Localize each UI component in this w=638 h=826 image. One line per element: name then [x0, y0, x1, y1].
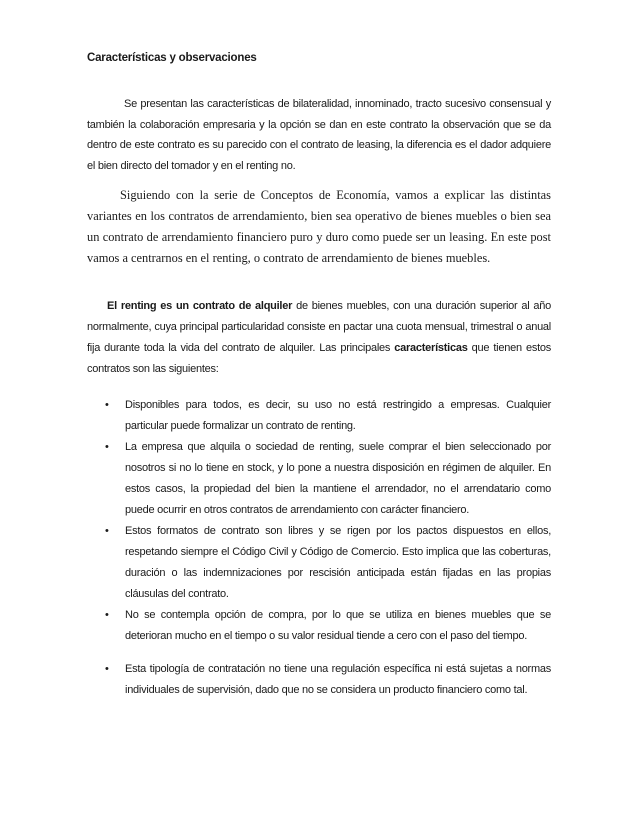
bullet-icon: • — [105, 441, 109, 453]
bullet-icon: • — [105, 525, 109, 537]
paragraph-characteristics: Se presentan las características de bilateralidad, innominado, tracto sucesivo consensual y también la colaboración empresaria y la opción se dan en este contrato la observación que se da dentro de este contrato es su parecido con el contrato de leasing, la diferencia es el dador adquiere el bien directo del tomador y en el renting no. — [87, 98, 551, 172]
characteristics-list — [87, 395, 551, 701]
list-item — [87, 437, 551, 521]
list-item-text: No se contempla opción de compra, por lo que se utiliza en bienes muebles que se deterioran mucho en el tiempo o su valor residual tiende a cero con el paso del tiempo. — [125, 609, 551, 642]
renting-definition-bold-lead: El renting es un contrato de alquiler — [107, 300, 293, 312]
characteristics-bold-word: características — [394, 342, 468, 354]
paragraph-concepts-intro: Siguiendo con la serie de Conceptos de Economía, vamos a explicar las distintas variantes en los contratos de arrendamiento, bien sea operativo de bienes muebles o bien sea un contrato de arrendamiento financiero puro y duro como puede ser un leasing. En este post vamos a centrarnos en el renting, o contrato de arrendamiento de bienes muebles. — [87, 188, 551, 265]
list-item-text: Estos formatos de contrato son libres y se rigen por los pactos dispuestos en ellos, respetando siempre el Código Civil y Código de Comercio. Esto implica que las coberturas, duración o las indemnizaciones por rescisión anticipada están fijadas en las propias cláusulas del contrato. — [125, 525, 551, 600]
list-item — [87, 659, 551, 701]
list-item-text: Disponibles para todos, es decir, su uso no está restringido a empresas. Cualquier particular puede formalizar un contrato de renting. — [125, 399, 551, 432]
list-item — [87, 395, 551, 437]
renting-definition-text-b: que tienen estos contratos son las siguientes: — [87, 342, 551, 375]
list-item-text: Esta tipología de contratación no tiene una regulación específica ni está sujetas a normas individuales de supervisión, dado que no se considera un producto financiero como tal. — [125, 663, 551, 696]
paragraph-renting-definition — [87, 296, 551, 380]
bullet-icon: • — [105, 663, 109, 675]
section-heading: Características y observaciones — [87, 52, 257, 64]
renting-definition-text-a: de bienes muebles, con una duración superior al año normalmente, cuya principal particularidad consiste en pactar una cuota mensual, trimestral o anual fija durante toda la vida del contrato de alquiler. Las principales — [87, 300, 551, 354]
bullet-icon: • — [105, 399, 109, 411]
list-item-text: La empresa que alquila o sociedad de renting, suele comprar el bien seleccionado por nosotros si no lo tiene en stock, y lo pone a nuestra disposición en régimen de alquiler. En estos casos, la propiedad del bien la mantiene el arrendador, no el arrendatario como puede ocurrir en otros contratos de arrendamiento con carácter financiero. — [125, 441, 551, 516]
bullet-icon: • — [105, 609, 109, 621]
list-item — [87, 605, 551, 647]
list-item — [87, 521, 551, 605]
